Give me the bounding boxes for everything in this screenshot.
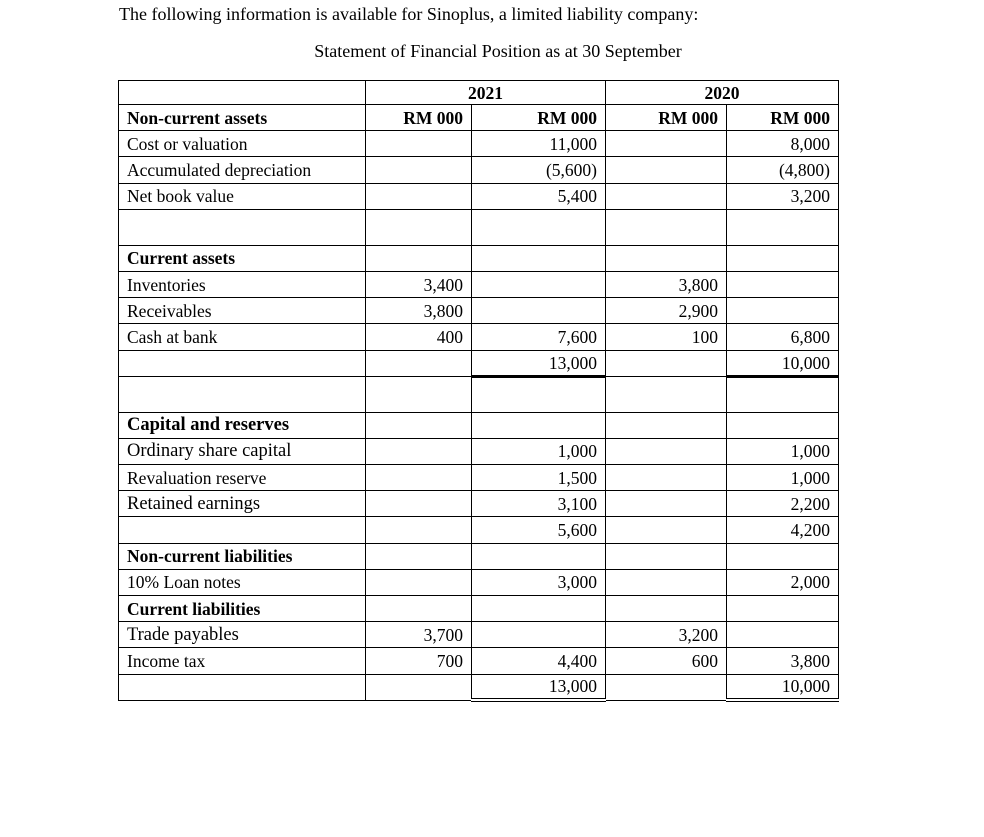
unit-header: RM 000 xyxy=(472,105,606,131)
unit-header: RM 000 xyxy=(606,105,727,131)
spacer-row xyxy=(119,209,839,245)
row-label: Cost or valuation xyxy=(119,131,366,157)
table-row xyxy=(119,245,839,271)
table-row xyxy=(119,105,839,131)
table-row xyxy=(119,622,839,648)
value-cell: 3,000 xyxy=(472,569,606,595)
row-label: Cash at bank xyxy=(119,324,366,350)
total-row xyxy=(119,674,839,700)
row-label: 10% Loan notes xyxy=(119,569,366,595)
total-cell: 4,200 xyxy=(727,517,839,543)
value-cell: (4,800) xyxy=(727,157,839,183)
value-cell: 1,000 xyxy=(472,438,606,464)
row-label: Accumulated depreciation xyxy=(119,157,366,183)
spacer-row xyxy=(119,376,839,412)
table-row xyxy=(119,596,839,622)
value-cell: 100 xyxy=(606,324,727,350)
value-cell: 3,100 xyxy=(472,491,606,517)
total-row xyxy=(119,517,839,543)
value-cell: 3,700 xyxy=(366,622,472,648)
value-cell: 8,000 xyxy=(727,131,839,157)
value-cell: (5,600) xyxy=(472,157,606,183)
row-label: Receivables xyxy=(119,298,366,324)
row-label: Revaluation reserve xyxy=(119,465,366,491)
value-cell: 3,800 xyxy=(366,298,472,324)
value-cell: 3,200 xyxy=(727,183,839,209)
intro-text: The following information is available for Sinoplus, a limited liability company: xyxy=(119,4,699,24)
row-label: Retained earnings xyxy=(119,491,366,517)
year-2020-header: 2020 xyxy=(606,81,839,105)
table-row xyxy=(119,183,839,209)
section-heading: Capital and reserves xyxy=(119,412,366,438)
table-row xyxy=(119,412,839,438)
value-cell: 3,400 xyxy=(366,271,472,297)
total-cell: 10,000 xyxy=(727,674,839,700)
table-row xyxy=(119,648,839,674)
total-cell: 5,600 xyxy=(472,517,606,543)
value-cell: 11,000 xyxy=(472,131,606,157)
section-heading: Non-current assets xyxy=(119,105,366,131)
row-label: Trade payables xyxy=(119,622,366,648)
value-cell: 6,800 xyxy=(727,324,839,350)
value-cell: 3,800 xyxy=(606,271,727,297)
table-row xyxy=(119,298,839,324)
section-heading: Current assets xyxy=(119,245,366,271)
unit-header: RM 000 xyxy=(727,105,839,131)
section-heading: Non-current liabilities xyxy=(119,543,366,569)
table-row xyxy=(119,465,839,491)
value-cell: 700 xyxy=(366,648,472,674)
value-cell: 1,500 xyxy=(472,465,606,491)
table-row xyxy=(119,543,839,569)
row-label: Inventories xyxy=(119,271,366,297)
table-row xyxy=(119,271,839,297)
total-cell: 13,000 xyxy=(472,674,606,700)
value-cell: 3,800 xyxy=(727,648,839,674)
value-cell: 2,900 xyxy=(606,298,727,324)
value-cell: 1,000 xyxy=(727,438,839,464)
row-label: Net book value xyxy=(119,183,366,209)
total-cell: 13,000 xyxy=(472,350,606,376)
value-cell: 5,400 xyxy=(472,183,606,209)
unit-header: RM 000 xyxy=(366,105,472,131)
section-heading: Current liabilities xyxy=(119,596,366,622)
value-cell: 2,200 xyxy=(727,491,839,517)
value-cell: 2,000 xyxy=(727,569,839,595)
table-row xyxy=(119,131,839,157)
value-cell: 1,000 xyxy=(727,465,839,491)
table-row xyxy=(119,157,839,183)
value-cell: 600 xyxy=(606,648,727,674)
table-row xyxy=(119,438,839,464)
total-cell: 10,000 xyxy=(727,350,839,376)
value-cell: 3,200 xyxy=(606,622,727,648)
table-row xyxy=(119,569,839,595)
value-cell: 7,600 xyxy=(472,324,606,350)
row-label: Ordinary share capital xyxy=(119,438,366,464)
value-cell: 4,400 xyxy=(472,648,606,674)
total-row xyxy=(119,350,839,376)
table-row xyxy=(119,491,839,517)
financial-position-table xyxy=(118,80,839,702)
table-row xyxy=(119,324,839,350)
statement-title: Statement of Financial Position as at 30 September xyxy=(314,41,682,61)
year-header-row xyxy=(119,81,839,105)
value-cell: 400 xyxy=(366,324,472,350)
row-label: Income tax xyxy=(119,648,366,674)
year-2021-header: 2021 xyxy=(366,81,606,105)
